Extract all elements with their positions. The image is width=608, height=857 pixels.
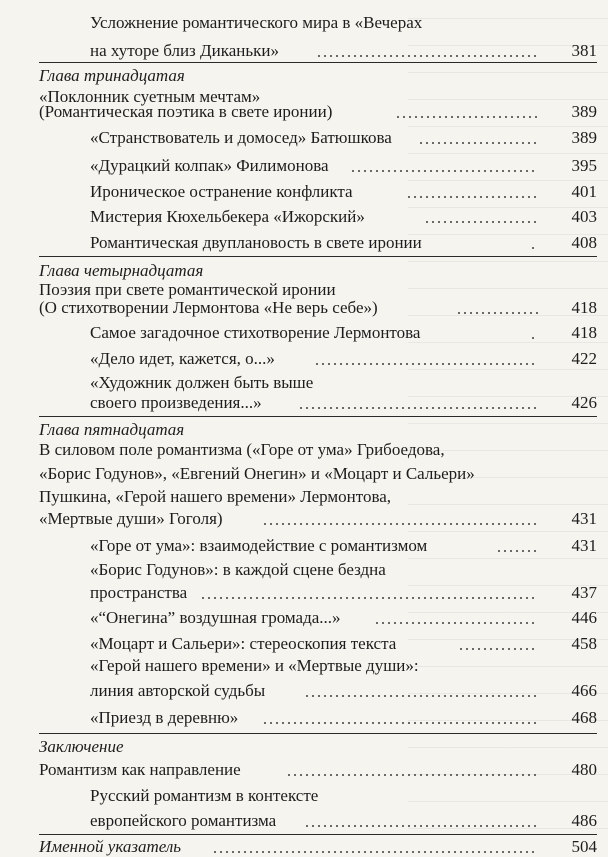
toc-entry-title: Романтизм как направление bbox=[39, 760, 241, 779]
toc-entry-title: Мистерия Кюхельбекера «Ижорский» bbox=[90, 207, 365, 226]
toc-entry[interactable] bbox=[0, 583, 608, 603]
toc-entry-title: «“Онегина” воздушная громада...» bbox=[90, 608, 341, 627]
leader-dots bbox=[350, 170, 538, 172]
toc-entry-title: «Моцарт и Сальери»: стереоскопия текста bbox=[90, 634, 397, 653]
toc-page-number: 422 bbox=[571, 349, 597, 368]
toc-line: «Художник должен быть выше bbox=[90, 373, 314, 392]
toc-entry[interactable] bbox=[0, 102, 608, 122]
toc-entry-title: «Приезд в деревню» bbox=[90, 708, 239, 727]
toc-entry-title: «Мертвые души» Гоголя) bbox=[39, 509, 223, 528]
chapter-heading: Заключение bbox=[39, 737, 124, 756]
toc-entry[interactable] bbox=[0, 207, 608, 227]
section-rule bbox=[39, 416, 597, 417]
toc-entry-title: «Странствователь и домосед» Батюшкова bbox=[90, 128, 392, 147]
leader-dots bbox=[314, 363, 538, 365]
leader-dots bbox=[212, 851, 538, 853]
toc-line: В силовом поле романтизма («Горе от ума» Грибоедова, bbox=[39, 440, 445, 459]
toc-entry-title: европейского романтизма bbox=[90, 811, 277, 830]
toc-line: Усложнение романтического мира в «Вечерах bbox=[90, 13, 423, 32]
toc-line: Поэзия при свете романтической иронии bbox=[39, 280, 336, 299]
leader-dots bbox=[316, 55, 538, 57]
toc-page-number: 486 bbox=[571, 811, 597, 830]
leader-dots bbox=[406, 196, 538, 198]
toc-entry[interactable] bbox=[0, 811, 608, 831]
toc-page-number: 418 bbox=[571, 323, 597, 342]
toc-entry-title: линия авторской судьбы bbox=[90, 681, 266, 700]
leader-dots bbox=[374, 622, 538, 624]
toc-line: «Герой нашего времени» и «Мертвые души»: bbox=[90, 656, 419, 675]
toc-entry-title: Самое загадочное стихотворение Лермонтова bbox=[90, 323, 421, 342]
chapter-heading: Глава тринадцатая bbox=[39, 66, 185, 85]
section-rule bbox=[39, 256, 597, 257]
toc-line: «Борис Годунов»: в каждой сцене бездна bbox=[90, 560, 386, 579]
leader-dots bbox=[304, 695, 538, 697]
toc-entry-title: «Дурацкий колпак» Филимонова bbox=[90, 156, 329, 175]
chapter-heading: Именной указатель bbox=[39, 837, 182, 856]
toc-page-number: 431 bbox=[571, 509, 597, 528]
toc-page-number: 389 bbox=[571, 128, 597, 147]
toc-entry-title: Ироническое остранение конфликта bbox=[90, 182, 353, 201]
toc-entry[interactable] bbox=[0, 393, 608, 413]
leader-dots bbox=[424, 221, 538, 223]
leader-dots bbox=[458, 648, 538, 650]
toc-entry-title: своего произведения...» bbox=[90, 393, 262, 412]
toc-page-number: 395 bbox=[571, 156, 597, 175]
chapter-heading: Глава пятнадцатая bbox=[39, 420, 185, 439]
leader-dots bbox=[530, 337, 538, 339]
toc-entry[interactable] bbox=[0, 829, 608, 856]
toc-entry[interactable] bbox=[0, 233, 608, 253]
leader-dots bbox=[418, 142, 538, 144]
section-rule bbox=[39, 62, 597, 63]
toc-page-number: 458 bbox=[571, 634, 597, 653]
toc-line: «Борис Годунов», «Евгений Онегин» и «Моцарт и Сальери» bbox=[39, 464, 475, 483]
section-rule bbox=[39, 733, 597, 734]
toc-entry[interactable] bbox=[0, 634, 608, 654]
chapter-heading: Глава четырнадцатая bbox=[39, 261, 204, 280]
leader-dots bbox=[456, 312, 538, 314]
toc-page-number: 389 bbox=[571, 102, 597, 121]
leader-dots bbox=[200, 597, 538, 599]
toc-entry[interactable] bbox=[0, 681, 608, 701]
toc-entry[interactable] bbox=[0, 298, 608, 318]
toc-line: Пушкина, «Герой нашего времени» Лермонтова, bbox=[39, 487, 392, 506]
toc-page-number: 437 bbox=[571, 583, 597, 602]
toc-entry[interactable] bbox=[0, 536, 608, 556]
toc-entry-title: пространства bbox=[90, 583, 188, 602]
toc-entry-title: (О стихотворении Лермонтова «Не верь себе») bbox=[39, 298, 378, 317]
toc-entry-title: на хуторе близ Диканьки» bbox=[90, 41, 279, 60]
toc-entry[interactable] bbox=[0, 509, 608, 529]
toc-entry[interactable] bbox=[0, 182, 608, 202]
toc-entry-title: «Дело идет, кажется, о...» bbox=[90, 349, 275, 368]
toc-line: «Поклонник суетным мечтам» bbox=[39, 87, 261, 106]
toc-entry[interactable] bbox=[0, 128, 608, 148]
toc-entry[interactable] bbox=[0, 708, 608, 728]
toc-page-number: 466 bbox=[571, 681, 597, 700]
toc-entry[interactable] bbox=[0, 323, 608, 343]
toc-page-number: 408 bbox=[571, 233, 597, 252]
leader-dots bbox=[395, 116, 537, 118]
toc-page-number: 381 bbox=[571, 41, 597, 60]
toc-page-number: 431 bbox=[571, 536, 597, 555]
toc-entry[interactable] bbox=[0, 608, 608, 628]
leader-dots bbox=[496, 550, 538, 552]
toc-entry-title: (Романтическая поэтика в свете иронии) bbox=[39, 102, 333, 121]
toc-page-number: 504 bbox=[571, 837, 597, 856]
leader-dots bbox=[286, 774, 538, 776]
toc-page-number: 426 bbox=[571, 393, 597, 412]
leader-dots bbox=[262, 523, 538, 525]
toc-page-number: 418 bbox=[571, 298, 597, 317]
leader-dots bbox=[530, 247, 538, 249]
toc-entry[interactable] bbox=[0, 41, 608, 61]
toc-entry-title: «Горе от ума»: взаимодействие с романтизмом bbox=[90, 536, 428, 555]
toc-entry[interactable] bbox=[0, 349, 608, 369]
leader-dots bbox=[298, 407, 538, 409]
toc-line: Русский романтизм в контексте bbox=[90, 786, 319, 805]
toc-entry-title: Романтическая двуплановость в свете иронии bbox=[90, 233, 422, 252]
leader-dots bbox=[304, 825, 538, 827]
toc-page-number: 403 bbox=[571, 207, 597, 226]
toc-page-number: 468 bbox=[571, 708, 597, 727]
leader-dots bbox=[262, 722, 538, 724]
toc-page-number: 446 bbox=[571, 608, 597, 627]
toc-entry[interactable] bbox=[0, 760, 608, 780]
toc-page-number: 480 bbox=[571, 760, 597, 779]
toc-entry[interactable] bbox=[0, 156, 608, 176]
toc-page-number: 401 bbox=[571, 182, 597, 201]
